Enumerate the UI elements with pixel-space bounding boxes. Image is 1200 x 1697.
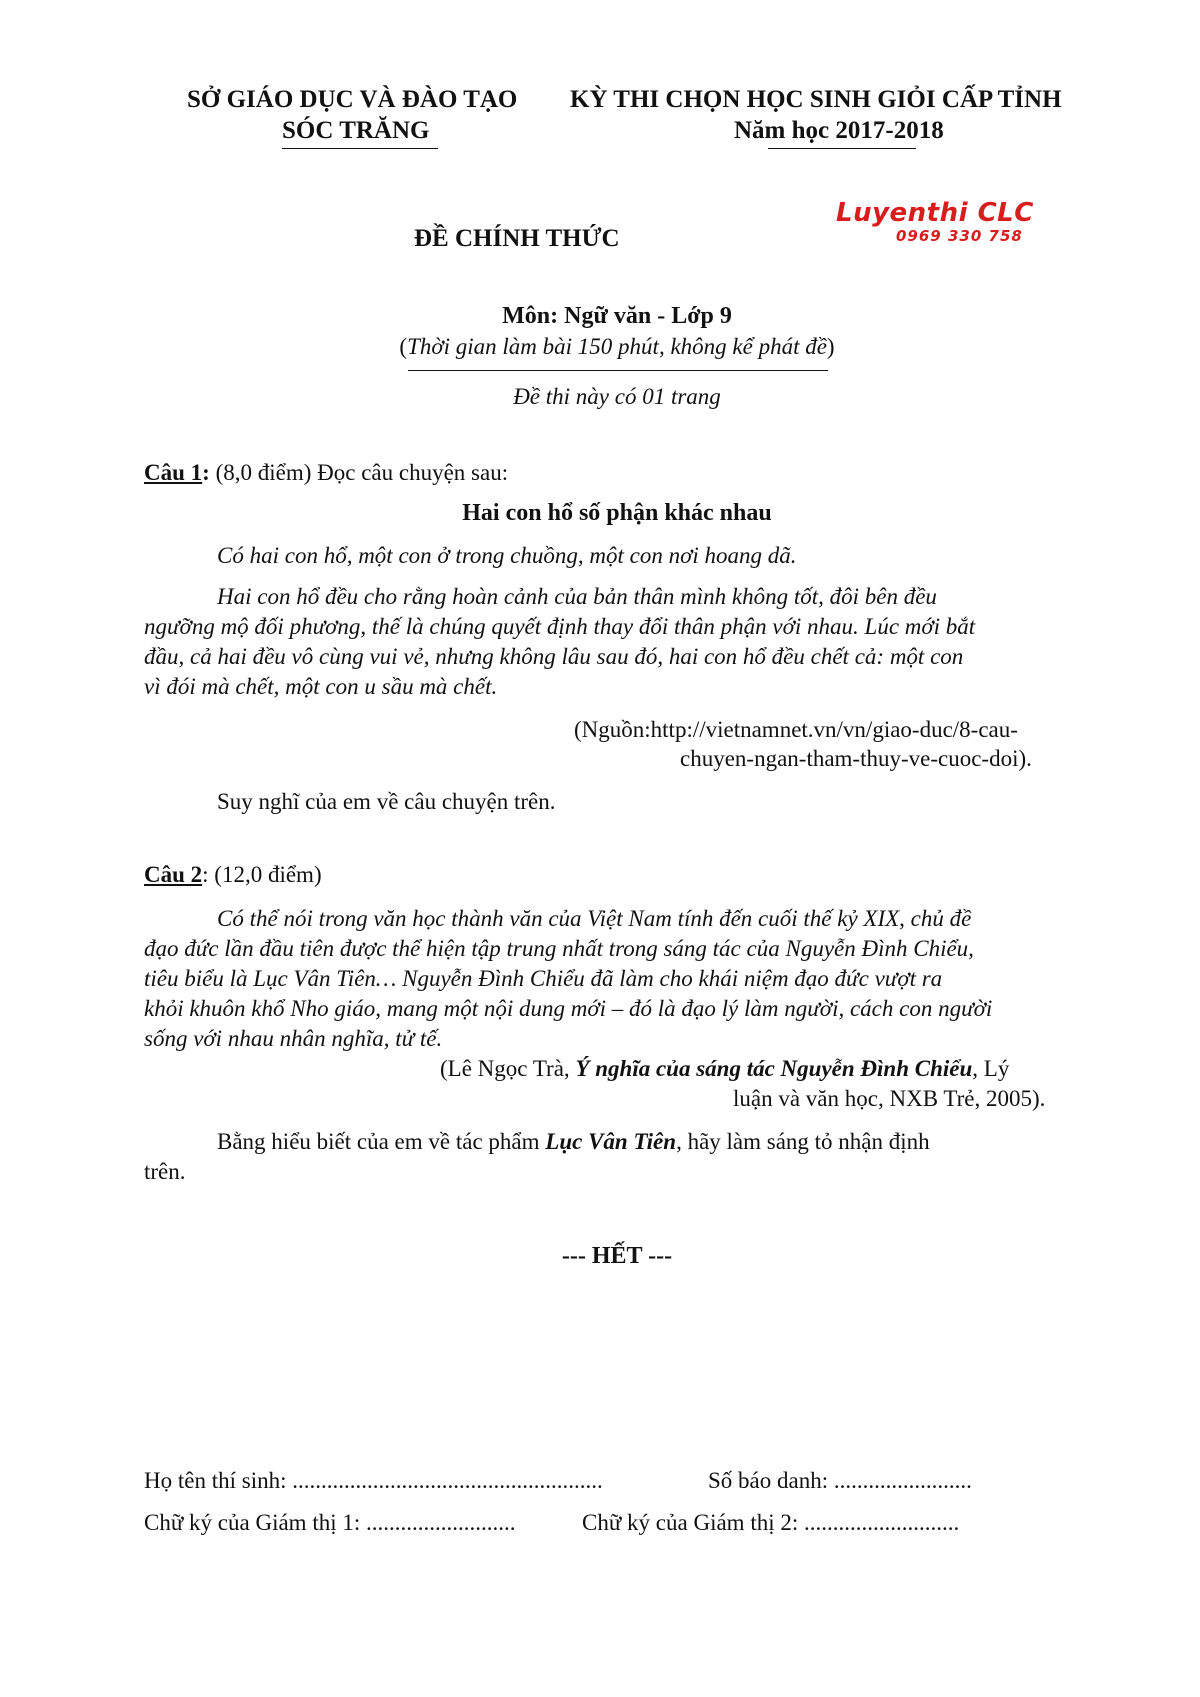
candidate-name-field: Họ tên thí sinh: ......................................................: [144, 1468, 603, 1493]
time-note-close: ): [826, 334, 835, 359]
task-text-after: , hãy làm sáng tỏ nhận định: [676, 1129, 930, 1154]
proctor-1-signature: Chữ ký của Giám thị 1: ..........................: [144, 1510, 516, 1535]
school-year: Năm học 2017-2018: [734, 117, 944, 144]
story-title: Hai con hổ số phận khác nhau: [462, 500, 772, 526]
question-1-heading: [144, 460, 508, 486]
question-2-task: [217, 1129, 930, 1155]
question-2-label: Câu 2: [144, 862, 203, 887]
citation-after: , Lý: [972, 1056, 1010, 1081]
quote-citation-line-2: luận và văn học, NXB Trẻ, 2005).: [733, 1086, 1046, 1111]
watermark-phone: 0969 330 758: [896, 227, 1023, 245]
candidate-number-field: Số báo danh: ........................: [708, 1468, 972, 1493]
question-2-task-line-2: trên.: [144, 1159, 186, 1184]
official-label: ĐỀ CHÍNH THỨC: [414, 225, 620, 252]
question-1-intro: (8,0 điểm) Đọc câu chuyện sau:: [209, 460, 509, 485]
subject-divider: [408, 370, 828, 371]
story-line: vì đói mà chết, một con u sầu mà chết.: [144, 674, 498, 699]
story-line: ngưỡng mộ đối phương, thế là chúng quyết định thay đổi thân phận với nhau. Lúc mới bắt: [144, 614, 976, 639]
story-line: Hai con hổ đều cho rằng hoàn cảnh của bản thân mình không tốt, đôi bên đều: [217, 584, 937, 609]
story-source-line-2: chuyen-ngan-tham-thuy-ve-cuoc-doi).: [680, 746, 1032, 771]
question-1-task: Suy nghĩ của em về câu chuyện trên.: [217, 789, 556, 814]
question-2-heading: [144, 862, 322, 888]
citation-work: Ý nghĩa của sáng tác Nguyễn Đình Chiểu: [575, 1056, 973, 1081]
citation-author: (Lê Ngọc Trà,: [440, 1056, 576, 1081]
end-mark: --- HẾT ---: [561, 1243, 673, 1269]
time-note: [0, 334, 1200, 360]
quote-citation-line-1: [440, 1056, 1009, 1082]
question-1-label: Câu 1: [144, 460, 203, 485]
quote-line: khỏi khuôn khổ Nho giáo, mang một nội dung mới – đó là đạo lý làm người, cách con người: [144, 996, 993, 1021]
story-source-line-1: (Nguồn:http://vietnamnet.vn/vn/giao-duc/8-cau-: [574, 717, 1018, 742]
quote-line: đạo đức lần đầu tiên được thể hiện tập trung nhất trong sáng tác của Nguyễn Đình Chiểu,: [144, 936, 974, 961]
proctor-2-signature: Chữ ký của Giám thị 2: ...........................: [582, 1510, 960, 1535]
province-underline: [282, 148, 438, 149]
exam-title: KỲ THI CHỌN HỌC SINH GIỎI CẤP TỈNH: [570, 86, 1062, 113]
subject-title: Môn: Ngữ văn - Lớp 9: [502, 303, 732, 329]
department-name: SỞ GIÁO DỤC VÀ ĐÀO TẠO: [187, 86, 518, 113]
time-note-open: (: [399, 334, 408, 359]
question-2-intro: : (12,0 điểm): [202, 862, 322, 887]
time-note-text: Thời gian làm bài 150 phút, không kể phát đề: [407, 334, 827, 359]
story-line: Có hai con hổ, một con ở trong chuồng, một con nơi hoang dã.: [217, 543, 797, 568]
watermark-brand: Luyenthi CLC: [836, 198, 1034, 228]
page-count-note: Đề thi này có 01 trang: [513, 384, 721, 409]
question-1-colon: :: [202, 460, 210, 485]
school-year-underline: [768, 148, 916, 149]
task-text-before: Bằng hiểu biết của em về tác phẩm: [217, 1129, 546, 1154]
quote-line: Có thể nói trong văn học thành văn của Việt Nam tính đến cuối thế kỷ XIX, chủ đề: [217, 906, 972, 931]
province-name: SÓC TRĂNG: [282, 117, 430, 144]
story-line: đầu, cả hai đều vô cùng vui vẻ, nhưng không lâu sau đó, hai con hổ đều chết cả: một con: [144, 644, 964, 669]
quote-line: sống với nhau nhân nghĩa, tử tế.: [144, 1026, 443, 1051]
task-work-title: Lục Vân Tiên: [545, 1129, 677, 1154]
quote-line: tiêu biểu là Lục Vân Tiên… Nguyễn Đình Chiểu đã làm cho khái niệm đạo đức vượt ra: [144, 966, 943, 991]
